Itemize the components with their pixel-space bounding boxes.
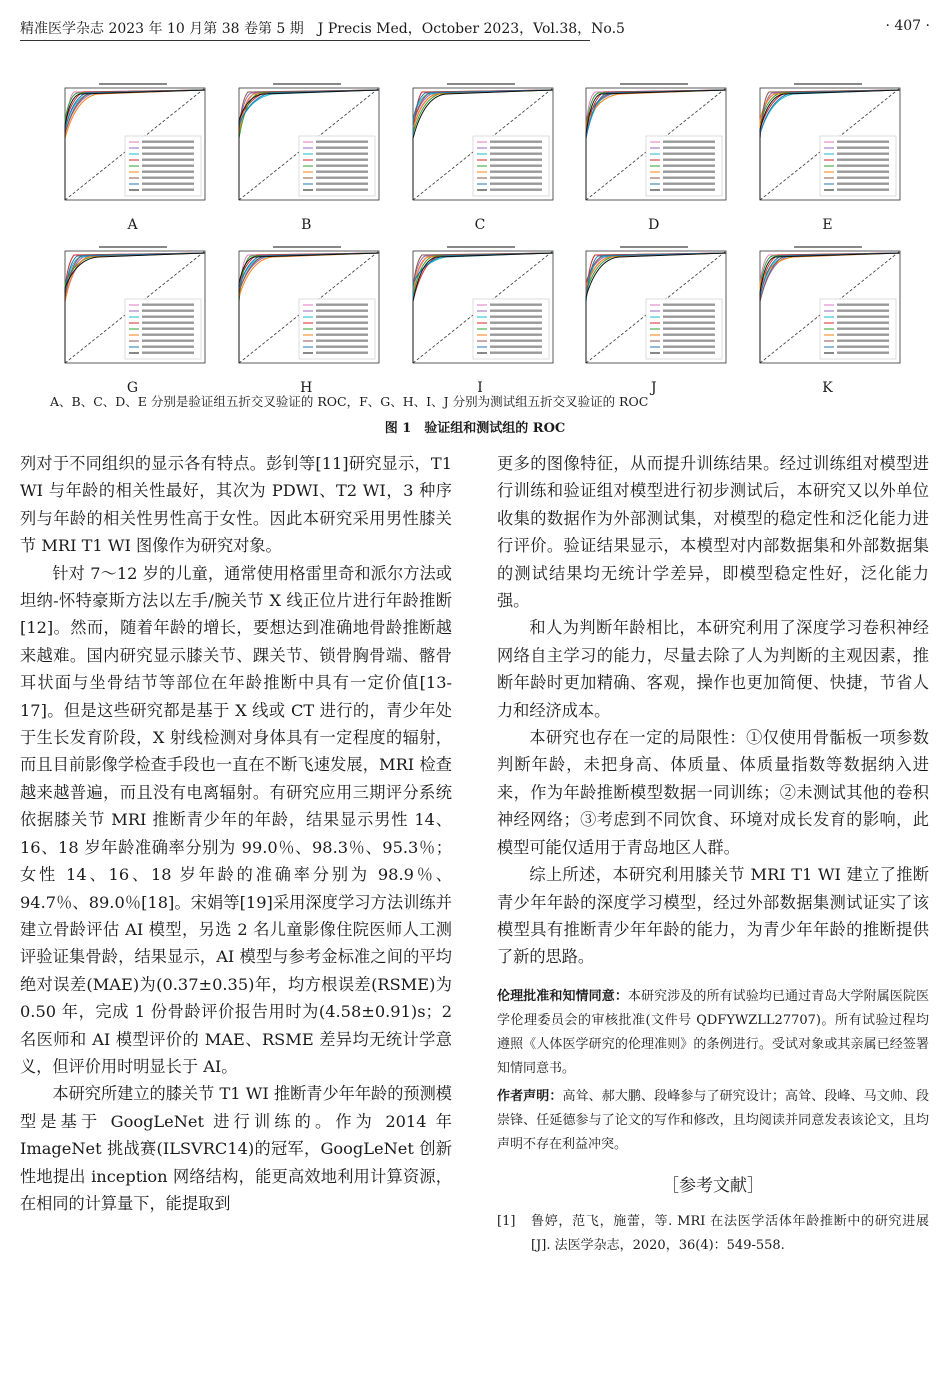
panel-label: J	[650, 380, 657, 396]
panel-label: I	[477, 380, 483, 396]
author-statement	[497, 1085, 929, 1157]
ethics-text: 本研究涉及的所有试验均已通过青岛大学附属医院医学伦理委员会的审核批准(文件号 QDFYWZLL27707)。所有试验过程均遵照《人体医学研究的伦理准则》的条例进行。受试对象或其亲属已经签署知情同意书。	[497, 988, 929, 1076]
reference-text: 鲁婷，范飞，施蕾，等. MRI 在法医学活体年龄推断中的研究进展[J]. 法医学杂志，2020，36(4)：549-558.	[531, 1214, 929, 1254]
journal-header: 精准医学杂志 2023 年 10 月第 38 卷第 5 期 J Precis Med，October 2023，Vol.38，No.5	[20, 21, 625, 37]
roc-chart	[750, 78, 905, 213]
roc-panel	[229, 78, 384, 235]
author-text: 高耸、郝大鹏、段峰参与了研究设计；高耸、段峰、马文帅、段崇锋、任延德参与了论文的写作和修改，且均阅读并同意发表该论文，且均声明不存在利益冲突。	[497, 1088, 929, 1152]
panel-label: D	[648, 217, 660, 233]
reference-number: [1]	[497, 1214, 516, 1230]
references-title: ［参考文献］	[662, 1175, 764, 1196]
panel-label: C	[474, 217, 486, 233]
roc-chart	[55, 241, 210, 376]
figure-subcaption: A、B、C、D、E 分别是验证组五折交叉验证的 ROC，F、G、H、I、J 分别为测试组五折交叉验证的 ROC	[50, 394, 649, 409]
roc-chart	[403, 78, 558, 213]
panel-label: H	[300, 380, 313, 396]
figure-caption: 图 1 验证组和测试组的 ROC	[384, 421, 566, 436]
left-column	[20, 450, 452, 1217]
panel-label: A	[127, 217, 138, 233]
paragraph: 和人为判断年龄相比，本研究利用了深度学习卷积神经网络自主学习的能力，尽量去除了人为判断的主观因素，推断年龄时更加精确、客观，操作也更加简便、快捷，节省人力和经济成本。	[497, 618, 929, 720]
roc-panel	[55, 241, 210, 398]
reference-item	[497, 1210, 929, 1258]
panel-label: B	[301, 217, 312, 233]
header-rule	[20, 40, 590, 41]
roc-panel	[55, 78, 210, 235]
roc-chart	[55, 78, 210, 213]
roc-chart	[403, 241, 558, 376]
paragraph: 综上所述，本研究利用膝关节 MRI T1 WI 建立了推断青少年年龄的深度学习模型，经过外部数据集测试证实了该模型具有推断青少年年龄的能力，为青少年年龄的推断提供了新的思路。	[497, 865, 929, 967]
page-number: · 407 ·	[885, 18, 930, 34]
paragraph: 更多的图像特征，从而提升训练结果。经过训练组对模型进行训练和验证组对模型进行初步测试后，本研究又以外单位收集的数据作为外部测试集，对模型的稳定性和泛化能力进行评价。验证结果显示，本模型对内部数据集和外部数据集的测试结果均无统计学差异，即模型稳定性好，泛化能力强。	[497, 454, 929, 611]
roc-panel	[403, 78, 558, 235]
panel-label: K	[822, 380, 833, 396]
roc-chart	[229, 78, 384, 213]
roc-panel	[750, 78, 905, 235]
paragraph: 列对于不同组织的显示各有特点。彭钊等[11]研究显示，T1 WI 与年龄的相关性最好，其次为 PDWI、T2 WI，3 种序列与年龄的相关性男性高于女性。因此本研究采用男性膝关节 MRI T1 WI 图像作为研究对象。	[20, 454, 452, 556]
roc-chart	[576, 78, 731, 213]
roc-panel	[576, 241, 731, 398]
right-column	[497, 450, 929, 1258]
panel-label: G	[126, 380, 139, 396]
panel-label: E	[822, 217, 833, 233]
roc-chart	[750, 241, 905, 376]
running-header	[20, 18, 930, 40]
roc-panel	[403, 241, 558, 398]
roc-panel	[576, 78, 731, 235]
ethics-statement	[497, 985, 929, 1081]
roc-panel	[229, 241, 384, 398]
roc-figure	[55, 78, 905, 398]
author-label: 作者声明：	[497, 1088, 563, 1104]
paragraph: 针对 7～12 岁的儿童，通常使用格雷里奇和派尔方法或坦纳-怀特豪斯方法以左手/腕关节 X 线正位片进行年龄推断[12]。然而，随着年龄的增长，要想达到准确地骨龄推断越来越难。国内研究显示膝关节、踝关节、锁骨胸骨端、髂骨耳状面与坐骨结节等部位在年龄推断中具有一定价值[13-17]。但是这些研究都是基于 X 线或 CT 进行的，青少年处于生长发育阶段，X 射线检测对身体具有一定程度的辐射，而且目前影像学检查手段也一直在不断飞速发展，MRI 检查越来越普遍，而且没有电离辐射。有研究应用三期评分系统依据膝关节 MRI 推断青少年的年龄，结果显示男性 14、16、18 岁年龄准确率分别为 99.0％、98.3％、95.3％；女性 14、16、18 岁年龄的准确率分别为 98.9％、94.7％、89.0％[18]。宋娟等[19]采用深度学习方法训练并建立骨龄评估 AI 模型，另选 2 名儿童影像住院医师人工测评验证集骨龄，结果显示，AI 模型与参考金标准之间的平均绝对误差(MAE)为(0.37±0.35)年，均方根误差(RSME)为 0.50 年，完成 1 份骨龄评价报告用时为(4.58±0.91)s；2 名医师和 AI 模型评价的 MAE、RSME 差异均无统计学意义，但评价用时明显长于 AI。	[20, 563, 452, 1076]
roc-chart	[229, 241, 384, 376]
paragraph: 本研究也存在一定的局限性：①仅使用骨骺板一项参数判断年龄，未把身高、体质量、体质量指数等数据纳入进来，作为年龄推断模型数据一同训练；②未测试其他的卷积神经网络；③考虑到不同饮食、环境对成长发育的影响，此模型可能仅适用于青岛地区人群。	[497, 728, 929, 857]
roc-panel	[750, 241, 905, 398]
ethics-label: 伦理批准和知情同意：	[497, 988, 628, 1004]
roc-chart	[576, 241, 731, 376]
paragraph: 本研究所建立的膝关节 T1 WI 推断青少年年龄的预测模型是基于 GoogLeNet 进行训练的。作为 2014 年 ImageNet 挑战赛(ILSVRC14)的冠军，GoogLeNet 创新性地提出 inception 网络结构，能更高效地利用计算资源，在相同的计算量下，能提取到	[20, 1084, 452, 1213]
